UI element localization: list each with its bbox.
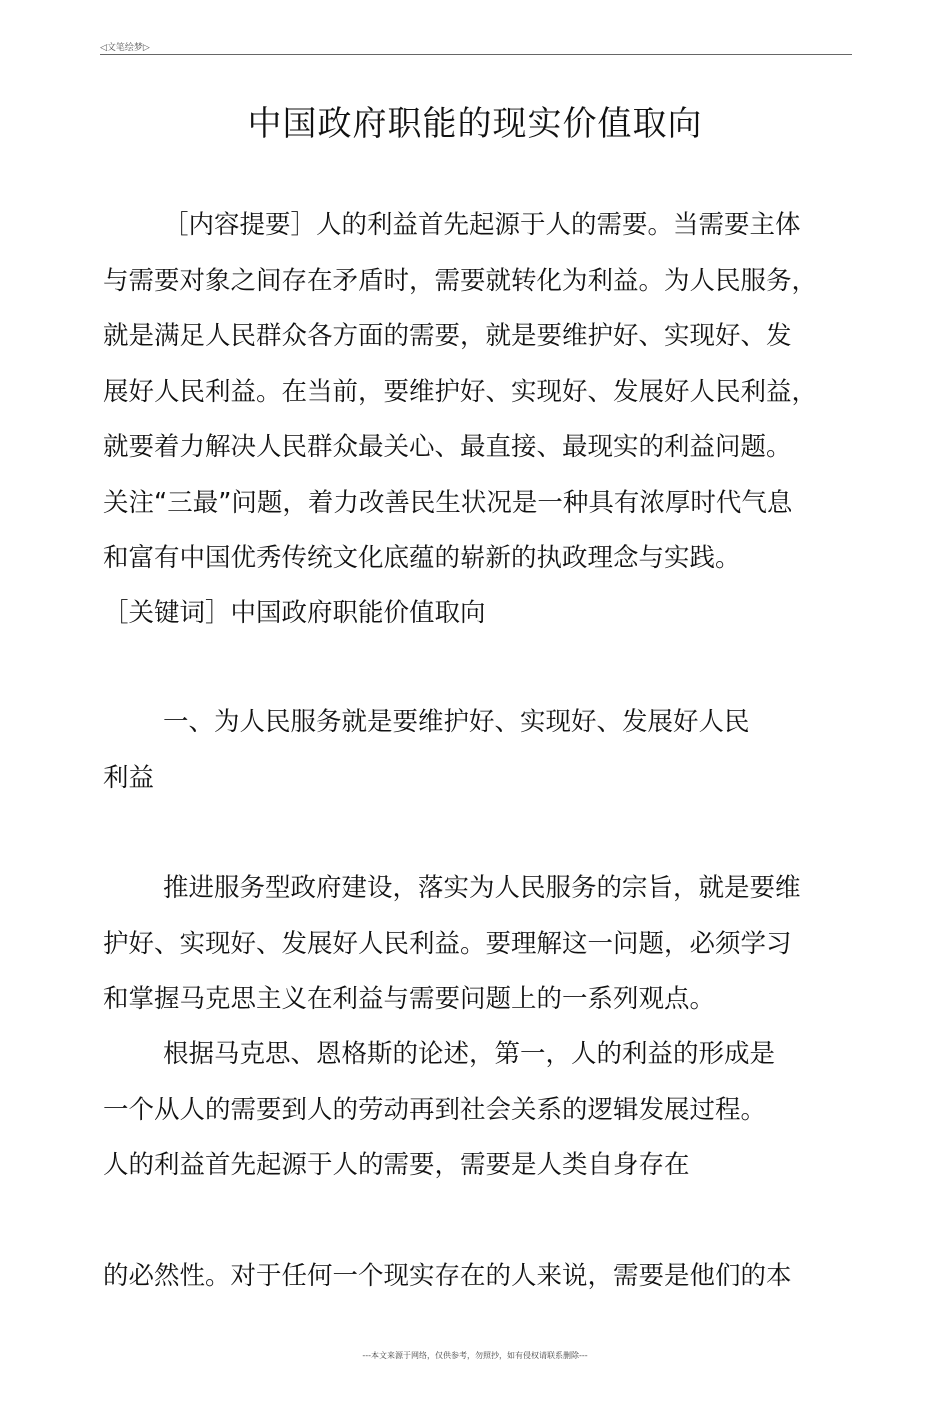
body-line: 一个从人的需要到人的劳动再到社会关系的逻辑发展过程。 xyxy=(103,1094,767,1125)
body-line: 根据马克思、恩格斯的论述，第一，人的利益的形成是 xyxy=(163,1039,776,1069)
body-line: 护好、实现好、发展好人民利益。要理解这一问题，必须学习 xyxy=(103,928,792,959)
abstract-line: 就要着力解决人民群众最关心、最直接、最现实的利益问题。 xyxy=(103,432,792,462)
keywords-text: ［关键词］中国政府职能价值取向 xyxy=(103,598,486,628)
body-line: 人的利益首先起源于人的需要，需要是人类自身存在 xyxy=(103,1150,690,1180)
body-line: 的必然性。对于任何一个现实存在的人来说，需要是他们的本 xyxy=(103,1261,792,1291)
body-line: 推进服务型政府建设，落实为人民服务的宗旨，就是要维 xyxy=(163,873,801,903)
body-paragraph-3 xyxy=(103,1249,863,1305)
body-line: 和掌握马克思主义在利益与需要问题上的一系列观点。 xyxy=(103,984,716,1014)
abstract-paragraph xyxy=(103,198,863,587)
page-header: ◁文笔绘梦▷ xyxy=(100,43,150,53)
section-heading-line: 利益 xyxy=(103,762,155,793)
section-heading-line: 一、为人民服务就是要维护好、实现好、发展好人民 xyxy=(163,707,750,737)
abstract-line: 展好人民利益。在当前，要维护好、实现好、发展好人民利益， xyxy=(103,376,818,407)
body-paragraph-1 xyxy=(103,861,863,1028)
keywords-line xyxy=(103,586,863,642)
abstract-line: 与需要对象之间存在矛盾时，需要就转化为利益。为人民服务， xyxy=(103,265,818,296)
abstract-line: 和富有中国优秀传统文化底蕴的崭新的执政理念与实践。 xyxy=(103,543,741,573)
document-title: 中国政府职能的现实价值取向 xyxy=(247,104,703,144)
header-divider xyxy=(100,54,852,55)
abstract-line: 就是满足人民群众各方面的需要，就是要维护好、实现好、发 xyxy=(103,321,792,351)
page-footer: ---本文来源于网络，仅供参考，勿照抄，如有侵权请联系删除--- xyxy=(362,1351,588,1360)
abstract-line: ［内容提要］人的利益首先起源于人的需要。当需要主体 xyxy=(163,210,801,240)
section-heading-1 xyxy=(103,695,863,806)
body-paragraph-2 xyxy=(103,1027,863,1194)
abstract-line: 关注“三最”问题，着力改善民生状况是一种具有浓厚时代气息 xyxy=(103,487,793,518)
